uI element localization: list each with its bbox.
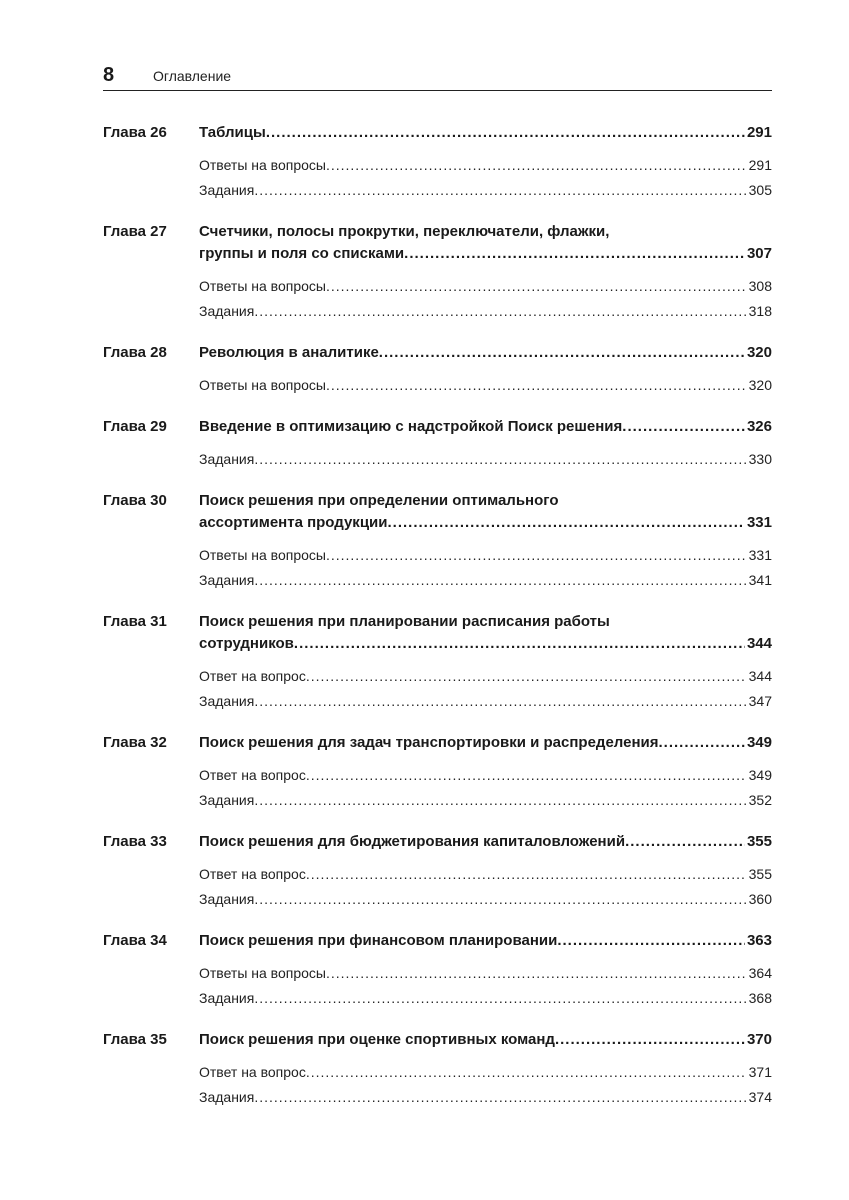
chapter-label: Глава 31: [103, 613, 167, 630]
chapter-title: Введение в оптимизацию с надстройкой Поиск решения: [199, 418, 623, 435]
dot-leader: [254, 689, 746, 714]
dot-leader: [622, 416, 745, 438]
dot-leader: [326, 373, 747, 398]
chapter-label: Глава 34: [103, 932, 167, 949]
toc-chapter[interactable]: [103, 221, 772, 324]
chapter-label: Глава 28: [103, 344, 167, 361]
subsection-page-number: 344: [748, 668, 772, 684]
subsection-title: Задания: [199, 451, 255, 467]
toc-chapter[interactable]: [103, 416, 772, 472]
toc-chapter[interactable]: [103, 831, 772, 912]
subsection-title: Ответ на вопрос: [199, 767, 306, 783]
dot-leader: [625, 831, 745, 853]
toc-subsection[interactable]: [199, 1060, 772, 1085]
toc-subsection[interactable]: [199, 887, 772, 912]
subsection-page-number: 349: [748, 767, 772, 783]
chapter-label: Глава 29: [103, 418, 167, 435]
chapter-page-number: 326: [746, 418, 772, 435]
chapter-page-number: 344: [746, 635, 772, 652]
subsection-page-number: 368: [748, 990, 772, 1006]
chapter-body: [199, 221, 772, 324]
chapter-title: Революция в аналитике: [199, 344, 379, 361]
subsection-page-number: 374: [748, 1089, 772, 1105]
subsection-page-number: 347: [748, 693, 772, 709]
toc-chapter[interactable]: [103, 732, 772, 813]
subsection-page-number: 318: [748, 303, 772, 319]
subsection-title: Задания: [199, 693, 255, 709]
subsection-title: Ответы на вопросы: [199, 157, 326, 173]
chapter-label: Глава 27: [103, 223, 167, 240]
subsection-page-number: 331: [748, 547, 772, 563]
subsection-list: [199, 664, 772, 714]
dot-leader: [326, 153, 747, 178]
chapter-label: Глава 33: [103, 833, 167, 850]
chapter-title-row: [199, 831, 772, 853]
chapter-title: сотрудников: [199, 635, 294, 652]
chapter-title-row: [199, 243, 772, 265]
subsection-page-number: 355: [748, 866, 772, 882]
toc-subsection[interactable]: [199, 763, 772, 788]
toc-subsection[interactable]: [199, 664, 772, 689]
chapter-title-line: Поиск решения при планировании расписания работы: [199, 613, 610, 630]
subsection-page-number: 330: [748, 451, 772, 467]
toc-chapter[interactable]: [103, 611, 772, 714]
dot-leader: [555, 1029, 745, 1051]
subsection-title: Задания: [199, 572, 255, 588]
subsection-title: Задания: [199, 792, 255, 808]
chapter-page-number: 355: [746, 833, 772, 850]
chapter-title: ассортимента продукции: [199, 514, 388, 531]
dot-leader: [306, 862, 747, 887]
subsection-title: Задания: [199, 182, 255, 198]
toc-chapter[interactable]: [103, 342, 772, 398]
chapter-body: [199, 416, 772, 472]
chapter-body: [199, 122, 772, 203]
chapter-title: группы и поля со списками: [199, 245, 405, 262]
dot-leader: [387, 512, 744, 534]
chapter-page-number: 349: [746, 734, 772, 751]
subsection-list: [199, 862, 772, 912]
subsection-title: Задания: [199, 303, 255, 319]
subsection-page-number: 360: [748, 891, 772, 907]
chapter-body: [199, 930, 772, 1011]
toc-chapter[interactable]: [103, 490, 772, 593]
toc-subsection[interactable]: [199, 961, 772, 986]
subsection-list: [199, 1060, 772, 1110]
toc-chapter[interactable]: [103, 122, 772, 203]
toc-subsection[interactable]: [199, 373, 772, 398]
subsection-page-number: 341: [748, 572, 772, 588]
subsection-page-number: 320: [748, 377, 772, 393]
chapter-title: Поиск решения при финансовом планировании: [199, 932, 558, 949]
toc-subsection[interactable]: [199, 178, 772, 203]
subsection-list: [199, 763, 772, 813]
subsection-title: Ответы на вопросы: [199, 547, 326, 563]
chapter-page-number: 320: [746, 344, 772, 361]
toc-subsection[interactable]: [199, 153, 772, 178]
subsection-page-number: 308: [748, 278, 772, 294]
chapter-title-row: [199, 416, 772, 438]
toc-subsection[interactable]: [199, 862, 772, 887]
dot-leader: [326, 274, 747, 299]
dot-leader: [254, 788, 746, 813]
subsection-title: Задания: [199, 1089, 255, 1105]
toc-subsection[interactable]: [199, 1085, 772, 1110]
subsection-list: [199, 543, 772, 593]
chapter-page-number: 331: [746, 514, 772, 531]
running-title: Оглавление: [153, 68, 232, 84]
toc-subsection[interactable]: [199, 986, 772, 1011]
chapter-page-number: 307: [746, 245, 772, 262]
subsection-title: Ответы на вопросы: [199, 278, 326, 294]
chapter-title-line: Поиск решения при определении оптимального: [199, 492, 559, 509]
chapter-page-number: 363: [746, 932, 772, 949]
chapter-body: [199, 342, 772, 398]
subsection-list: [199, 373, 772, 398]
chapter-body: [199, 490, 772, 593]
toc-subsection[interactable]: [199, 447, 772, 472]
dot-leader: [254, 447, 746, 472]
chapter-title-row: [199, 732, 772, 754]
chapter-title-row: [199, 633, 772, 655]
subsection-list: [199, 447, 772, 472]
toc-subsection[interactable]: [199, 274, 772, 299]
chapter-title-row: [199, 122, 772, 144]
dot-leader: [254, 299, 746, 324]
chapter-body: [199, 1029, 772, 1110]
chapter-page-number: 370: [746, 1031, 772, 1048]
page-header: [103, 64, 772, 91]
toc-subsection[interactable]: [199, 689, 772, 714]
chapter-title-row: [199, 930, 772, 952]
chapter-body: [199, 732, 772, 813]
page-number: 8: [103, 64, 115, 86]
dot-leader: [254, 178, 746, 203]
subsection-title: Ответы на вопросы: [199, 965, 326, 981]
subsection-title: Ответ на вопрос: [199, 1064, 306, 1080]
chapter-title-row: [199, 512, 772, 534]
dot-leader: [326, 543, 747, 568]
dot-leader: [306, 1060, 747, 1085]
chapter-label: Глава 26: [103, 124, 167, 141]
subsection-list: [199, 274, 772, 324]
toc-subsection[interactable]: [199, 568, 772, 593]
subsection-title: Ответы на вопросы: [199, 377, 326, 393]
dot-leader: [254, 1085, 746, 1110]
subsection-title: Задания: [199, 990, 255, 1006]
dot-leader: [326, 961, 747, 986]
toc-subsection[interactable]: [199, 543, 772, 568]
subsection-title: Задания: [199, 891, 255, 907]
subsection-list: [199, 961, 772, 1011]
subsection-title: Ответ на вопрос: [199, 668, 306, 684]
chapter-title: Поиск решения при оценке спортивных команд: [199, 1031, 555, 1048]
chapter-title-line: Счетчики, полосы прокрутки, переключатели, флажки,: [199, 223, 610, 240]
toc-subsection[interactable]: [199, 299, 772, 324]
toc-chapter[interactable]: [103, 930, 772, 1011]
table-of-contents: [103, 122, 772, 1128]
dot-leader: [659, 732, 745, 754]
dot-leader: [557, 930, 745, 952]
dot-leader: [254, 986, 746, 1011]
chapter-label: Глава 30: [103, 492, 167, 509]
dot-leader: [254, 887, 746, 912]
toc-chapter[interactable]: [103, 1029, 772, 1110]
chapter-title: Таблицы: [199, 124, 266, 141]
chapter-title-row: [199, 342, 772, 364]
subsection-page-number: 371: [748, 1064, 772, 1080]
dot-leader: [254, 568, 746, 593]
chapter-label: Глава 32: [103, 734, 167, 751]
subsection-page-number: 364: [748, 965, 772, 981]
dot-leader: [379, 342, 745, 364]
chapter-label: Глава 35: [103, 1031, 167, 1048]
subsection-page-number: 305: [748, 182, 772, 198]
subsection-list: [199, 153, 772, 203]
dot-leader: [294, 633, 745, 655]
subsection-page-number: 352: [748, 792, 772, 808]
toc-subsection[interactable]: [199, 788, 772, 813]
dot-leader: [266, 122, 745, 144]
subsection-page-number: 291: [748, 157, 772, 173]
chapter-title: Поиск решения для задач транспортировки и распределения: [199, 734, 659, 751]
chapter-page-number: 291: [746, 124, 772, 141]
chapter-body: [199, 611, 772, 714]
chapter-title-row: [199, 1029, 772, 1051]
dot-leader: [306, 763, 747, 788]
dot-leader: [306, 664, 747, 689]
chapter-body: [199, 831, 772, 912]
dot-leader: [404, 243, 745, 265]
chapter-title: Поиск решения для бюджетирования капиталовложений: [199, 833, 626, 850]
subsection-title: Ответ на вопрос: [199, 866, 306, 882]
